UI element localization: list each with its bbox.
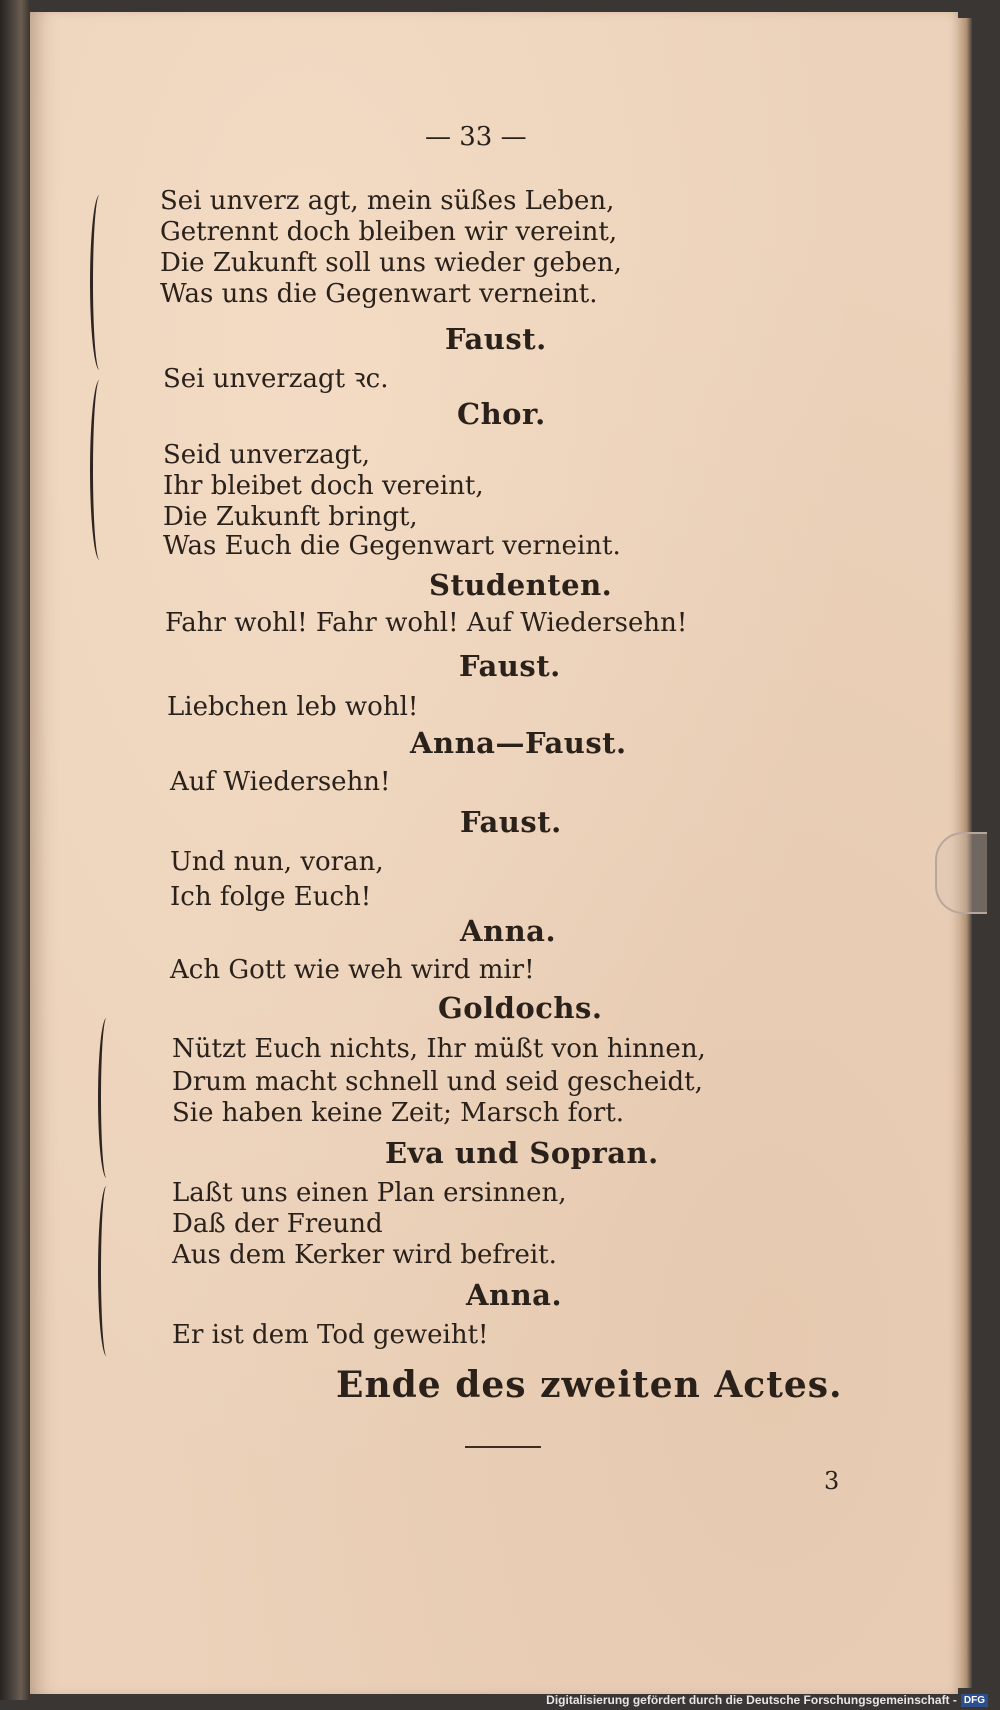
bookmark-tab [935,832,987,914]
verse-line: Ihr bleibet doch vereint, [163,471,484,501]
verse-line: Liebchen leb wohl! [167,692,419,722]
page-header: — 33 — [425,122,527,152]
credit-text: Digitalisierung gefördert durch die Deutsche Forschungsgemeinschaft - [546,1693,957,1707]
verse-line: Was Euch die Gegenwart verneint. [163,531,621,561]
verse-line: Und nun, voran, [170,847,384,877]
margin-brace [90,195,109,370]
closing-rule [465,1446,541,1448]
verse-line: Auf Wiedersehn! [170,767,391,797]
verse-line: Drum macht schnell und seid gescheidt, [172,1067,703,1097]
verse-line: Aus dem Kerker wird befreit. [172,1240,557,1270]
digitization-credit [546,1693,988,1707]
speaker-heading: Goldochs. [438,991,603,1025]
verse-line: Was uns die Gegenwart verneint. [160,279,598,309]
speaker-heading: Eva und Sopran. [385,1136,659,1170]
margin-brace [98,1186,115,1356]
speaker-heading: Faust. [445,322,547,356]
book-spine-edge [0,0,30,1700]
verse-line: Laßt uns einen Plan ersinnen, [172,1178,567,1208]
margin-brace [90,380,109,560]
verse-line: Die Zukunft soll uns wieder geben, [160,248,622,278]
verse-line: Er ist dem Tod geweiht! [172,1320,489,1350]
verse-line: Fahr wohl! Fahr wohl! Auf Wiedersehn! [165,608,688,638]
verse-line: Daß der Freund [172,1209,383,1239]
act-closing: Ende des zweiten Actes. [336,1364,843,1406]
verse-line: Ich folge Euch! [170,882,372,912]
signature-mark: 3 [824,1467,840,1495]
speaker-heading: Anna. [466,1278,563,1312]
speaker-heading: Anna. [460,914,557,948]
verse-line: Sie haben keine Zeit; Marsch fort. [172,1098,625,1128]
speaker-heading: Anna—Faust. [410,726,627,760]
dfg-logo: DFG [961,1694,988,1707]
verse-line: Ach Gott wie weh wird mir! [170,955,535,985]
verse-line: Seid unverzagt, [163,440,370,470]
verse-line: Nützt Euch nichts, Ihr müßt von hinnen, [172,1034,706,1064]
speaker-heading: Studenten. [429,568,613,602]
speaker-heading: Faust. [459,649,561,683]
speaker-heading: Chor. [457,397,546,431]
verse-line: Sei unverzagt ꝛc. [163,364,389,394]
speaker-heading: Faust. [460,805,562,839]
verse-line: Sei unverz agt, mein süßes Leben, [160,186,615,216]
verse-line: Getrennt doch bleiben wir vereint, [160,217,618,247]
margin-brace [98,1018,115,1178]
verse-line: Die Zukunft bringt, [163,502,418,532]
